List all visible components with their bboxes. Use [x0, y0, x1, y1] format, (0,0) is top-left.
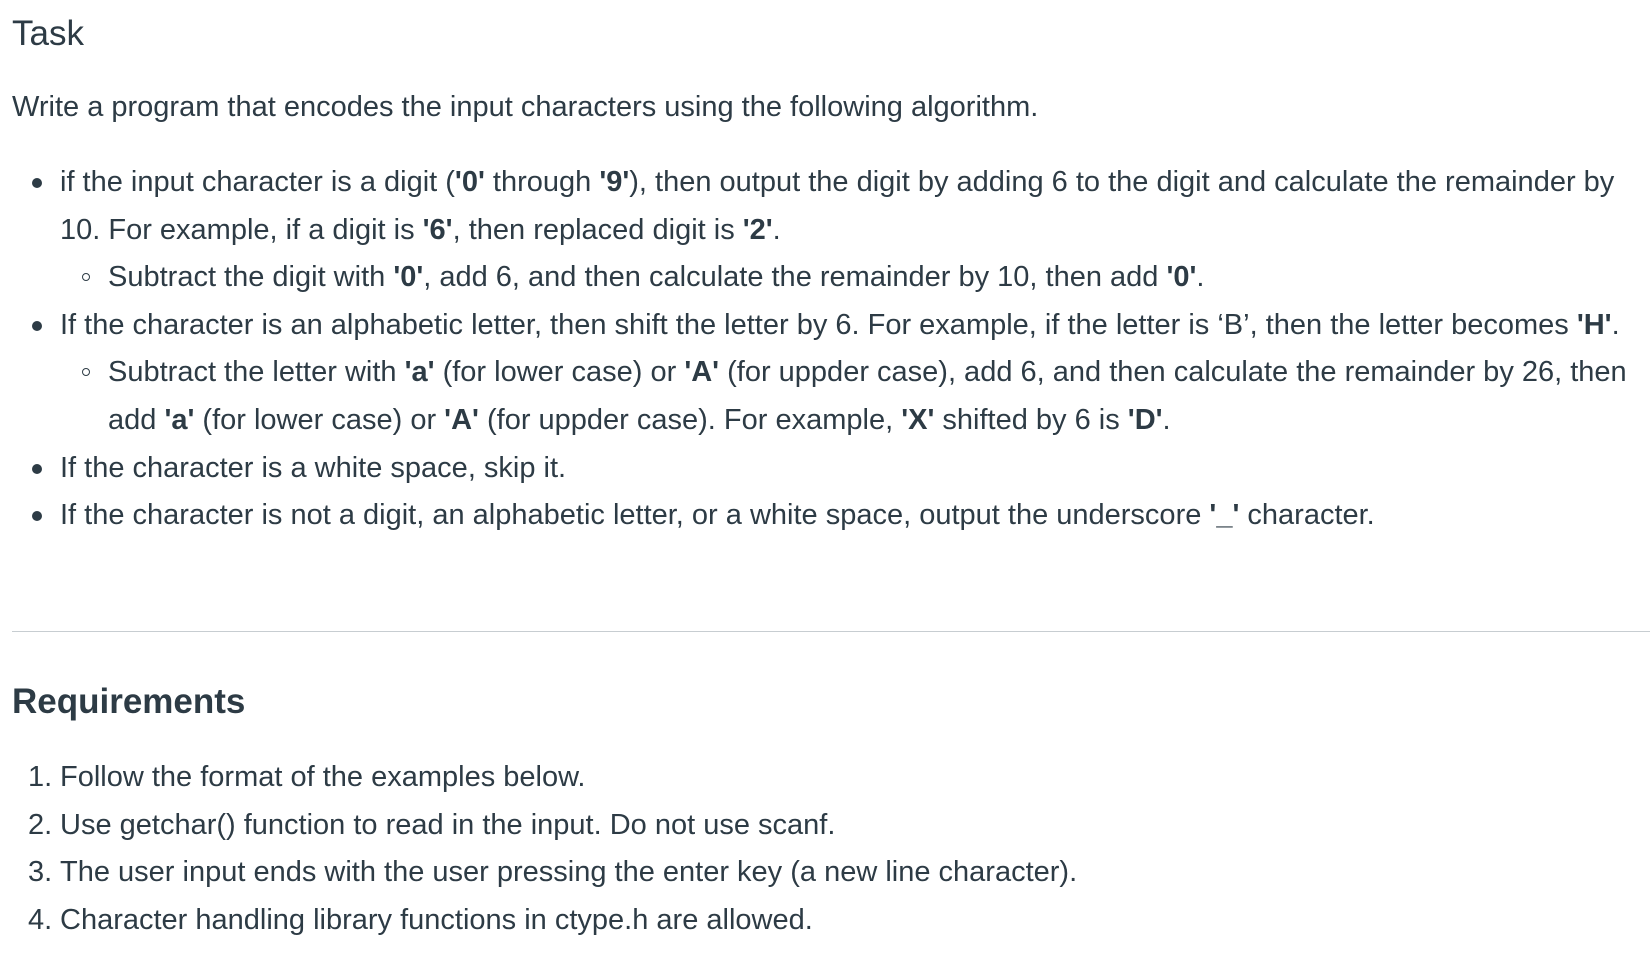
- bold-literal: '2': [742, 213, 773, 246]
- text-segment: Subtract the letter with: [108, 356, 405, 389]
- bullet-item: [12, 159, 1650, 254]
- bullet-item: [12, 302, 1650, 350]
- bullet-item: [12, 445, 1650, 493]
- text-segment: (for uppder case). For example,: [478, 403, 902, 436]
- text-segment: , add 6, and then calculate the remainder by 10, then add: [423, 261, 1167, 294]
- requirement-number: 3.: [28, 856, 53, 889]
- requirement-text: The user input ends with the user pressing the enter key (a new line character).: [60, 856, 1078, 889]
- text-segment: character.: [1239, 499, 1375, 532]
- bold-literal: 'D': [1127, 403, 1163, 436]
- task-intro: Write a program that encodes the input characters using the following algorithm.: [12, 91, 1039, 123]
- bold-literal: 'H': [1576, 308, 1612, 341]
- text-segment: If the character is an alphabetic letter, then shift the letter by 6. For example, if the letter is ‘B’, then the letter becomes: [60, 308, 1577, 341]
- text-segment: (for lower case) or: [194, 403, 445, 436]
- bold-literal: '0': [454, 166, 485, 198]
- requirement-number: 1.: [28, 761, 53, 793]
- text-segment: (for uppder case), add 6, and then calculate the remainder by 26, then add: [108, 356, 1627, 436]
- text-segment: If the character is a white space, skip it.: [60, 451, 567, 484]
- requirement-item: [12, 802, 1077, 850]
- requirement-item: [12, 849, 1077, 897]
- bold-literal: '0': [1166, 261, 1197, 294]
- text-segment: Subtract the digit with: [108, 261, 394, 294]
- text-segment: If the character is not a digit, an alphabetic letter, or a white space, output the underscore: [60, 499, 1210, 532]
- section-divider: [12, 631, 1650, 632]
- text-segment: , then replaced digit is: [452, 213, 743, 246]
- bold-literal: 'A': [684, 356, 720, 389]
- text-segment: .: [1611, 308, 1620, 341]
- task-heading: Task: [12, 14, 84, 53]
- bullet-item: [12, 492, 1650, 540]
- algorithm-list: [12, 159, 1650, 540]
- bold-literal: 'X': [901, 403, 935, 436]
- requirement-item: [12, 754, 1077, 802]
- requirement-number: 2.: [28, 808, 53, 841]
- text-segment: .: [772, 213, 781, 246]
- bold-literal: '_': [1209, 499, 1240, 532]
- requirement-text: Follow the format of the examples below.: [60, 761, 586, 793]
- sub-bullet-item: [12, 349, 1650, 444]
- requirement-item: [12, 897, 1077, 945]
- sub-bullet-item: [12, 254, 1650, 302]
- requirement-text: Character handling library functions in ctype.h are allowed.: [60, 903, 813, 936]
- bold-literal: 'a': [164, 403, 195, 436]
- bold-literal: '0': [393, 261, 424, 294]
- bold-literal: '6': [422, 213, 453, 246]
- requirements-list: [12, 754, 1077, 944]
- bold-literal: 'A': [444, 403, 479, 436]
- text-segment: ), then output the digit by adding 6 to the digit and calculate the remainder by 10. For example, if a digit is: [60, 166, 1615, 246]
- text-segment: (for lower case) or: [434, 356, 685, 389]
- text-segment: through: [484, 166, 600, 198]
- text-segment: shifted by 6 is: [934, 403, 1128, 436]
- text-segment: .: [1162, 403, 1171, 436]
- requirement-text: Use getchar() function to read in the input. Do not use scanf.: [60, 808, 836, 841]
- text-segment: .: [1196, 261, 1205, 294]
- requirements-heading: Requirements: [12, 682, 246, 721]
- text-segment: if the input character is a digit (: [60, 166, 455, 198]
- bold-literal: '9': [599, 166, 630, 198]
- bold-literal: 'a': [404, 356, 435, 389]
- requirement-number: 4.: [28, 903, 53, 936]
